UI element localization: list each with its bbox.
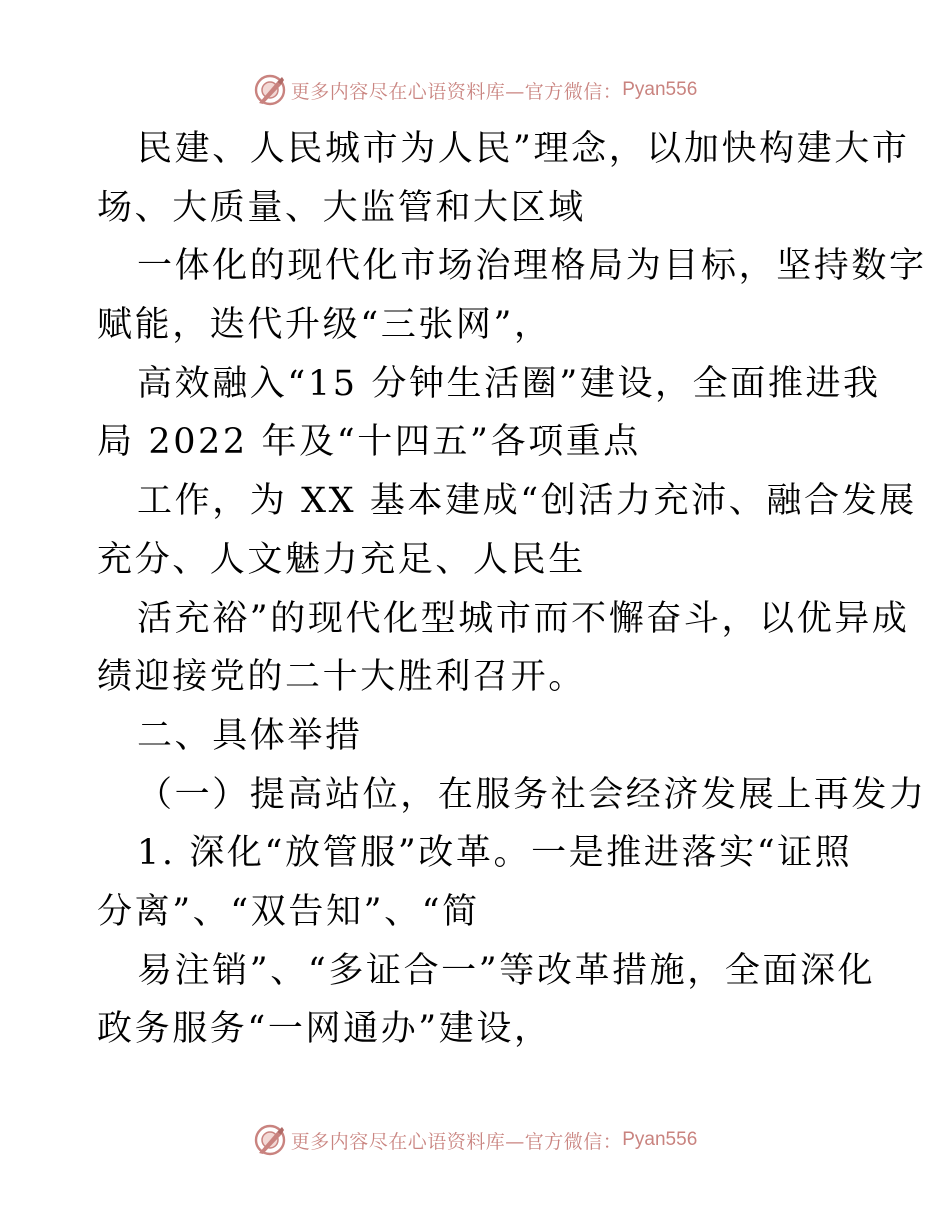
quill-pen-logo-icon — [253, 73, 287, 107]
watermark-wechat-id: Pyan556 — [622, 79, 698, 100]
text-line: 绩迎接党的二十大胜利召开。 — [97, 657, 586, 698]
text-line: 易注销”、“多证合一”等改革措施，全面深化 — [137, 950, 876, 991]
text-line: 一体化的现代化市场治理格局为目标，坚持数字 — [137, 246, 927, 287]
footer-watermark — [0, 1120, 950, 1160]
header-watermark — [0, 70, 950, 110]
text-line: 赋能，迭代升级“三张网”， — [97, 305, 552, 346]
text-line: 政务服务“一网通办”建设， — [97, 1009, 552, 1050]
watermark-text: 更多内容尽在心语资料库—官方微信： — [290, 1130, 623, 1153]
text-line: 高效融入“15 分钟生活圈”建设，全面推进我 — [137, 363, 881, 404]
quill-pen-logo-icon — [253, 1123, 287, 1157]
text-line: 分离”、“双告知”、“简 — [97, 891, 480, 932]
text-line: （一）提高站位，在服务社会经济发展上再发力 — [137, 774, 927, 815]
text-line: 民建、人民城市为人民”理念，以加快构建大市 — [137, 129, 910, 169]
text-line: 1. 深化“放管服”改革。一是推进落实“证照 — [137, 833, 853, 874]
text-line: 工作，为 XX 基本建成“创活力充沛、融合发展 — [137, 481, 917, 522]
watermark-wechat-id: Pyan556 — [622, 1129, 698, 1150]
document-body — [97, 120, 927, 1059]
text-line: 场、大质量、大监管和大区域 — [97, 187, 586, 228]
text-line: 活充裕”的现代化型城市而不懈奋斗，以优异成 — [137, 598, 910, 639]
text-line: 充分、人文魅力充足、人民生 — [97, 539, 586, 580]
text-line: 局 2022 年及“十四五”各项重点 — [97, 422, 641, 463]
text-line: 二、具体举措 — [137, 715, 363, 756]
watermark-text: 更多内容尽在心语资料库—官方微信： — [290, 80, 623, 103]
